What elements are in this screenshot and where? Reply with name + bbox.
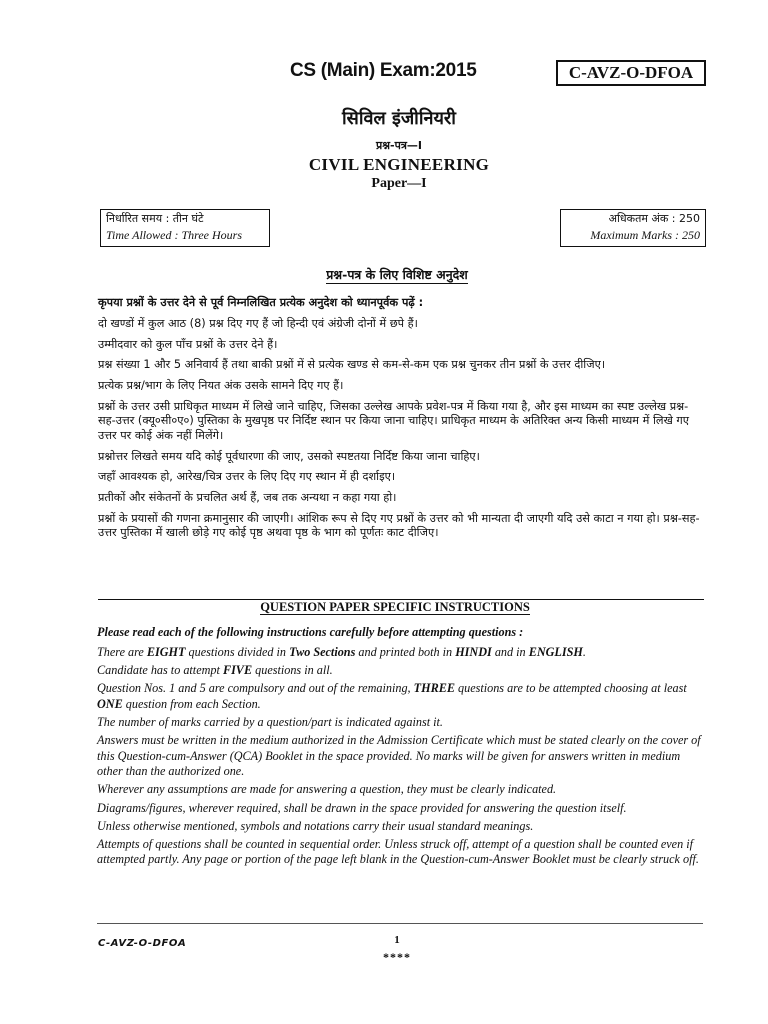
hindi-instructions-heading-text: प्रश्न-पत्र के लिए विशिष्ट अनुदेश xyxy=(326,267,468,282)
hindi-instruction-item: उम्मीदवार को कुल पाँच प्रश्नों के उत्तर देने हैं। xyxy=(98,337,278,351)
english-instruction-intro: Please read each of the following instructions carefully before attempting questions : xyxy=(97,625,524,639)
hindi-instruction-item: प्रतीकों और संकेतनों के प्रचलित अर्थ हैं, जब तक अन्यथा न कहा गया हो। xyxy=(98,491,397,505)
english-instruction-item: Unless otherwise mentioned, symbols and notations carry their usual standard meanings. xyxy=(97,818,534,833)
hindi-instruction-item: प्रत्येक प्रश्न/भाग के लिए नियत अंक उसके सामने दिए गए हैं। xyxy=(98,379,344,393)
subject-title: CIVIL ENGINEERING xyxy=(308,155,490,174)
emphasis: ONE xyxy=(97,696,123,711)
hindi-instruction-item: दो खण्डों में कुल आठ (8) प्रश्न दिए गए हैं जो हिन्दी एवं अंग्रेजी दोनों में छपे हैं। xyxy=(98,316,418,330)
text-run: and in xyxy=(491,644,529,659)
hindi-instructions-list xyxy=(98,296,704,547)
emphasis: HINDI xyxy=(455,644,492,659)
text-run: . xyxy=(582,644,586,659)
english-instructions-heading xyxy=(0,600,768,615)
time-allowed-hindi: निर्धारित समय : तीन घंटे xyxy=(106,212,204,225)
english-instruction-item xyxy=(97,645,703,661)
maximum-marks-hindi: अधिकतम अंक : 250 xyxy=(608,212,700,225)
english-instruction-item: Wherever any assumptions are made for answering a question, they must be clearly indicated. xyxy=(97,782,557,797)
english-instructions-heading-text: QUESTION PAPER SPECIFIC INSTRUCTIONS xyxy=(260,600,530,614)
emphasis: Two Sections xyxy=(289,644,356,659)
english-instruction-item: The number of marks carried by a question/part is indicated against it. xyxy=(97,714,443,729)
hindi-instructions-heading xyxy=(0,266,768,283)
hindi-instruction-item: प्रश्नोत्तर लिखते समय यदि कोई पूर्वधारणा की जाए, उसको स्पष्टतया निर्दिष्ट किया जाना चाहिए। xyxy=(98,449,480,463)
english-instruction-item: Attempts of questions shall be counted in sequential order. Unless struck off, attempt of a question shall be counted even if attempted partly. Any page or portion of the page left blank in the Question-cum-Answer Booklet must be clearly struck off. xyxy=(97,836,699,867)
hindi-instruction-item: कृपया प्रश्नों के उत्तर देने से पूर्व निम्नलिखित प्रत्येक अनुदेश को ध्यानपूर्वक पढ़ें : xyxy=(98,296,424,309)
time-allowed-box xyxy=(100,209,270,247)
footer-divider xyxy=(97,923,703,924)
footer-booklet-code: C-AVZ-O-DFOA xyxy=(98,938,187,949)
page-number: 1 xyxy=(394,934,400,946)
hindi-instruction-item: प्रश्न संख्या 1 और 5 अनिवार्य हैं तथा बाकी प्रश्नों में से प्रत्येक खण्ड से कम-से-कम एक प्रश्न चुनकर तीन प्रश्नों के उत्तर दीजिए। xyxy=(98,358,606,372)
maximum-marks-english: Maximum Marks : 250 xyxy=(590,228,700,242)
text-run: questions divided in xyxy=(185,644,290,659)
emphasis: ENGLISH xyxy=(528,644,583,659)
maximum-marks-box xyxy=(560,209,706,247)
text-run: question from each Section. xyxy=(122,696,261,711)
paper-number-hindi: प्रश्न-पत्र—I xyxy=(375,139,422,152)
booklet-code-box: C-AVZ-O-DFOA xyxy=(556,60,706,86)
text-run: There are xyxy=(97,644,147,659)
exam-title: CS (Main) Exam:2015 xyxy=(290,60,477,81)
paper-number: Paper—I xyxy=(371,176,427,191)
english-instruction-item: Diagrams/figures, wherever required, shall be drawn in the space provided for answering the question itself. xyxy=(97,800,627,815)
text-run: and printed both in xyxy=(355,644,456,659)
subject-title-hindi: सिविल इंजीनियरी xyxy=(342,108,456,129)
english-instruction-item: Answers must be written in the medium authorized in the Admission Certificate which must be stated clearly on the cover of this Question-cum-Answer (QCA) Booklet in the space provided. No marks will be given for answers written in medium other than the authorized one. xyxy=(97,732,701,779)
footer-stars: **** xyxy=(383,950,411,964)
emphasis: FIVE xyxy=(222,662,253,677)
text-run: questions in all. xyxy=(252,662,333,677)
hindi-instruction-item: प्रश्नों के प्रयासों की गणना क्रमानुसार की जाएगी। आंशिक रूप से दिए गए प्रश्नों के उत्तर को भी मान्यता दी जाएगी यदि उसे काटा न गया हो। प्रश्न-सह-उत्तर पुस्तिका में खाली छोड़े गए कोई पृष्ठ अथवा पृष्ठ के भाग को पूर्णतः काट दीजिए। xyxy=(98,511,700,540)
time-allowed-english: Time Allowed : Three Hours xyxy=(106,228,243,242)
english-instruction-item xyxy=(97,663,703,679)
hindi-instruction-item: प्रश्नों के उत्तर उसी प्राधिकृत माध्यम में लिखे जाने चाहिए, जिसका उल्लेख आपके प्रवेश-पत्र में किया गया है, और इस माध्यम का स्पष्ट उल्लेख प्रश्न-सह-उत्तर (क्यू०सी०ए०) पुस्तिका के मुखपृष्ठ पर निर्दिष्ट स्थान पर किया जाना चाहिए। प्राधिकृत माध्यम के अतिरिक्त अन्य किसी माध्यम में लिखे गए उत्तर पर कोई अंक नहीं मिलेंगे। xyxy=(98,399,690,442)
hindi-instruction-item: जहाँ आवश्यक हो, आरेख/चित्र उत्तर के लिए दिए गए स्थान में ही दर्शाइए। xyxy=(98,470,396,484)
english-instructions-list xyxy=(97,625,703,871)
english-instruction-item xyxy=(97,681,703,712)
text-run: questions are to be attempted choosing at least xyxy=(454,680,687,695)
text-run: Candidate has to attempt xyxy=(97,662,223,677)
emphasis: THREE xyxy=(413,680,455,695)
text-run: Question Nos. 1 and 5 are compulsory and out of the remaining, xyxy=(97,680,414,695)
emphasis: EIGHT xyxy=(146,644,186,659)
